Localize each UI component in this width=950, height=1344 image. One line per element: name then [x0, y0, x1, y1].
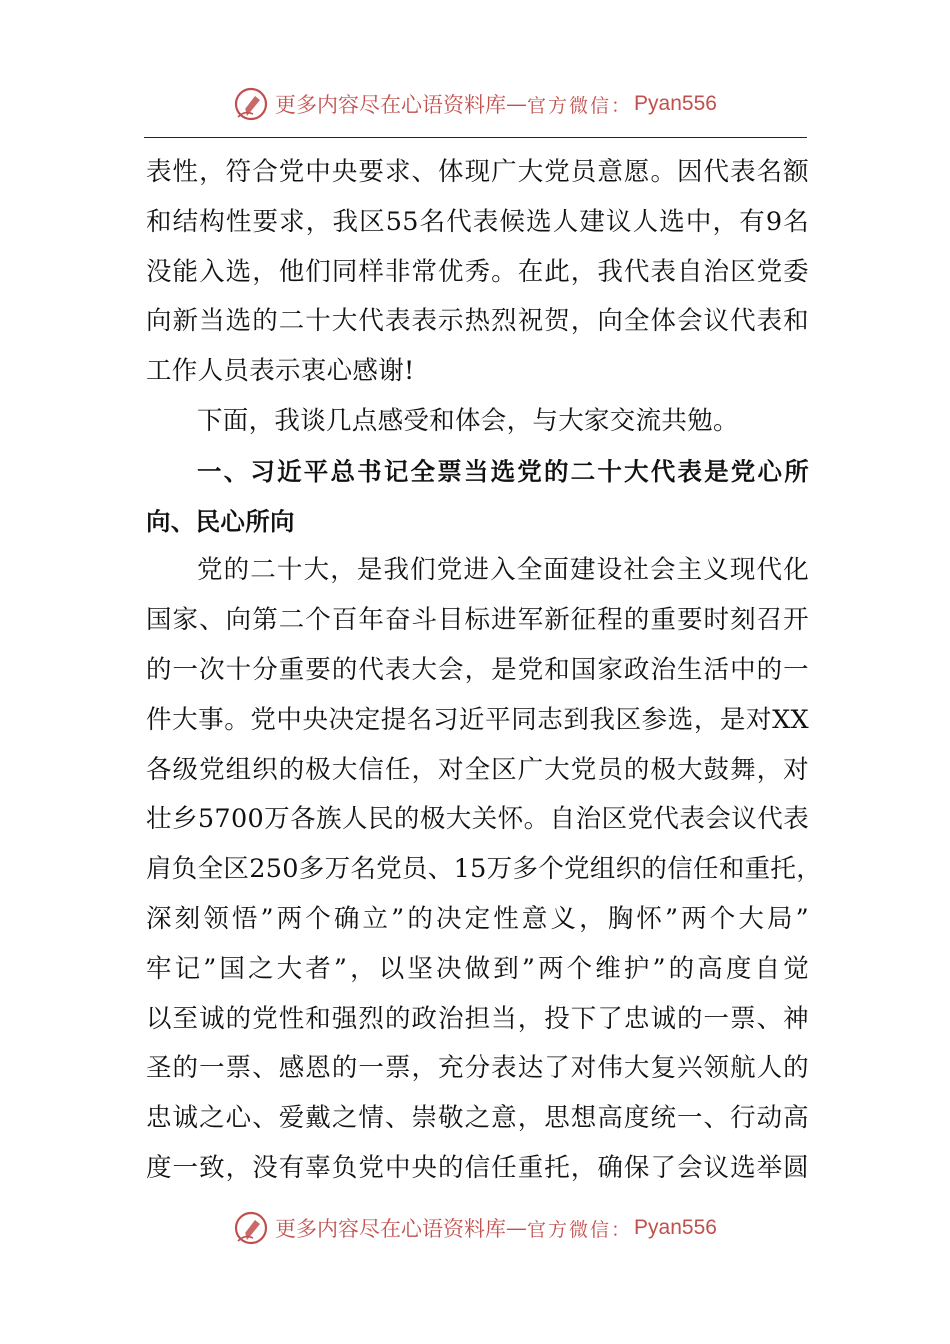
body-line: 以至诚的党性和强烈的政治担当，投下了忠诚的一票、神: [146, 1003, 809, 1034]
banner-label: 官方微信：: [527, 94, 633, 117]
body-line: 下面，我谈几点感受和体会，与大家交流共勉。: [197, 405, 739, 436]
banner-separator: —: [506, 1216, 528, 1240]
section-heading: 向、民心所向: [146, 506, 295, 536]
body-line: 壮乡5700万各族人民的极大关怀。自治区党代表会议代表: [146, 804, 809, 835]
banner-label: 官方微信：: [527, 1218, 633, 1241]
banner-separator: —: [506, 92, 528, 116]
header-banner: [0, 84, 950, 124]
pen-logo-icon: [233, 86, 269, 122]
body-line: 表性，符合党中央要求、体现广大党员意愿。因代表名额: [146, 157, 809, 187]
banner-account: Pyan556: [634, 92, 717, 115]
body-line: 和结构性要求，我区55名代表候选人建议人选中，有9名: [146, 206, 809, 237]
body-line: 党的二十大，是我们党进入全面建设社会主义现代化: [197, 555, 809, 586]
body-line: 度一致，没有辜负党中央的信任重托，确保了会议选举圆: [146, 1152, 809, 1183]
body-line: 没能入选，他们同样非常优秀。在此，我代表自治区党委: [146, 256, 809, 287]
body-line: 圣的一票、感恩的一票，充分表达了对伟大复兴领航人的: [146, 1053, 809, 1084]
banner-account: Pyan556: [634, 1216, 717, 1239]
body-line: 忠诚之心、爱戴之情、崇敬之意，思想高度统一、行动高: [146, 1103, 809, 1134]
body-line: 工作人员表示衷心感谢!: [146, 356, 415, 387]
body-line: 件大事。党中央决定提名习近平同志到我区参选，是对XX: [146, 704, 809, 735]
banner-main-text: 更多内容尽在心语资料库: [275, 1217, 507, 1241]
body-line: 的一次十分重要的代表大会，是党和国家政治生活中的一: [146, 654, 809, 685]
section-heading: 一、习近平总书记全票当选党的二十大代表是党心所: [197, 456, 809, 486]
body-line: 国家、向第二个百年奋斗目标进军新征程的重要时刻召开: [146, 605, 809, 636]
body-line: 各级党组织的极大信任，对全区广大党员的极大鼓舞，对: [146, 754, 809, 785]
body-line: 向新当选的二十大代表表示热烈祝贺，向全体会议代表和: [146, 306, 809, 337]
body-line: 牢记”国之大者”，以坚决做到”两个维护”的高度自觉: [146, 953, 809, 984]
body-line: 深刻领悟”两个确立”的决定性意义，胸怀”两个大局”: [146, 903, 809, 934]
body-line: 肩负全区250多万名党员、15万多个党组织的信任和重托，: [146, 854, 823, 885]
banner-main-text: 更多内容尽在心语资料库: [275, 93, 507, 117]
document-body: [146, 148, 823, 1194]
footer-banner: [0, 1208, 950, 1248]
header-rule: [144, 137, 807, 138]
pen-logo-icon: [233, 1210, 269, 1246]
